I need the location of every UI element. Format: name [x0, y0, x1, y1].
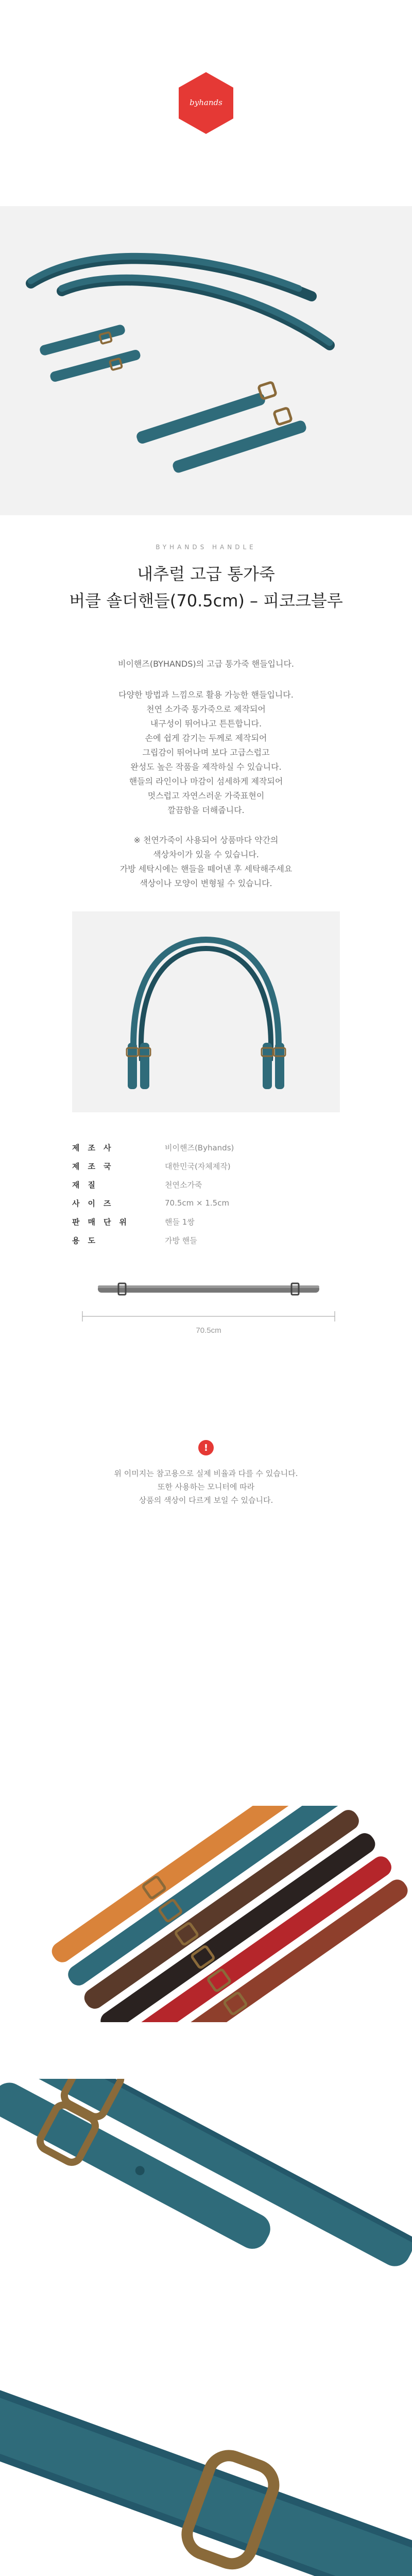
spec-value: 대한민국(자체제작)	[165, 1161, 231, 1171]
color-straps-illustration	[0, 1806, 412, 2022]
product-thumbnail-photo	[72, 911, 340, 1112]
body-line: 멋스럽고 자연스러운 가죽표현이	[147, 791, 265, 801]
spec-table	[67, 1138, 345, 1249]
notice-section	[0, 1440, 412, 1507]
spec-label: 재질	[72, 1180, 104, 1190]
description-body	[0, 688, 412, 818]
spec-row	[67, 1138, 345, 1157]
spec-label: 제조국	[72, 1161, 119, 1171]
spec-value: 가방 핸들	[165, 1235, 197, 1245]
exclamation-icon: !	[198, 1440, 214, 1455]
brand-subtitle: BYHANDS HANDLE	[156, 544, 256, 551]
description-intro	[0, 657, 412, 671]
buckle-large-photo	[0, 2375, 412, 2576]
body-line: 깔끔함을 더해줍니다.	[167, 805, 245, 815]
note-line: 가방 세탁시에는 핸들을 떼어낸 후 세탁해주세요	[119, 864, 293, 874]
length-label: 70.5cm	[196, 1326, 221, 1335]
body-line: 그립감이 뛰어나며 보다 고급스럽고	[142, 748, 270, 757]
body-line: 완성도 높은 작품을 제작하실 수 있습니다.	[130, 762, 282, 772]
large-buckle-illustration	[0, 2375, 412, 2576]
buckle-detail-photo	[0, 2079, 412, 2321]
spec-value: 70.5cm × 1.5cm	[165, 1198, 230, 1208]
description-note	[0, 833, 412, 891]
spec-row	[67, 1194, 345, 1212]
title-block	[0, 515, 412, 612]
size-drawing	[67, 1265, 345, 1358]
note-line: 색상차이가 있을 수 있습니다.	[153, 850, 259, 859]
buckle-closeup-illustration	[0, 2079, 412, 2321]
notice-line: 위 이미지는 참고용으로 실제 비율과 다를 수 있습니다.	[114, 1469, 298, 1478]
notice-text	[0, 1467, 412, 1507]
intro-line: 비이핸즈(BYHANDS)의 고급 통가죽 핸들입니다.	[118, 659, 294, 669]
spec-row	[67, 1175, 345, 1194]
notice-line: 상품의 색상이 다르게 보일 수 있습니다.	[139, 1496, 273, 1505]
size-diagram	[67, 1265, 345, 1358]
body-line: 내구성이 뛰어나고 튼튼합니다.	[150, 719, 262, 728]
note-line: 색상이나 모양이 변형될 수 있습니다.	[140, 878, 272, 888]
spec-label: 사이즈	[72, 1198, 119, 1208]
spec-value: 비이핸즈(Byhands)	[165, 1143, 234, 1153]
body-line: 다양한 방법과 느낌으로 활용 가능한 핸들입니다.	[118, 690, 294, 700]
product-title-line1: 내추럴 고급 통가죽	[137, 564, 275, 584]
product-title-line2: 버클 숄더핸들(70.5cm) – 피코크블루	[69, 591, 343, 611]
spec-label: 제조사	[72, 1143, 119, 1153]
spec-row	[67, 1231, 345, 1249]
hero-product-photo	[0, 206, 412, 515]
spec-label: 용도	[72, 1235, 104, 1245]
spec-value: 천연소가죽	[165, 1180, 202, 1190]
notice-line: 또한 사용하는 모니터에 따라	[157, 1482, 255, 1492]
spec-value: 핸들 1쌍	[165, 1217, 195, 1227]
logo-section	[0, 0, 412, 206]
body-line: 천연 소가죽 통가죽으로 제작되어	[146, 704, 266, 714]
spec-row	[67, 1157, 345, 1175]
body-line: 핸들의 라인이나 마감이 섬세하게 제작되어	[129, 776, 283, 786]
spec-label: 판매단위	[72, 1217, 135, 1227]
color-variations-photo	[0, 1806, 412, 2022]
handle-pair-illustration	[72, 911, 340, 1112]
brand-logo	[173, 70, 239, 137]
note-line: ※ 천연가죽이 사용되어 상품마다 약간의	[133, 835, 279, 845]
spec-row	[67, 1212, 345, 1231]
body-line: 손에 쉽게 감기는 두께로 제작되어	[145, 733, 267, 743]
leather-handle-illustration	[0, 206, 412, 515]
logo-text: byhands	[190, 98, 222, 107]
